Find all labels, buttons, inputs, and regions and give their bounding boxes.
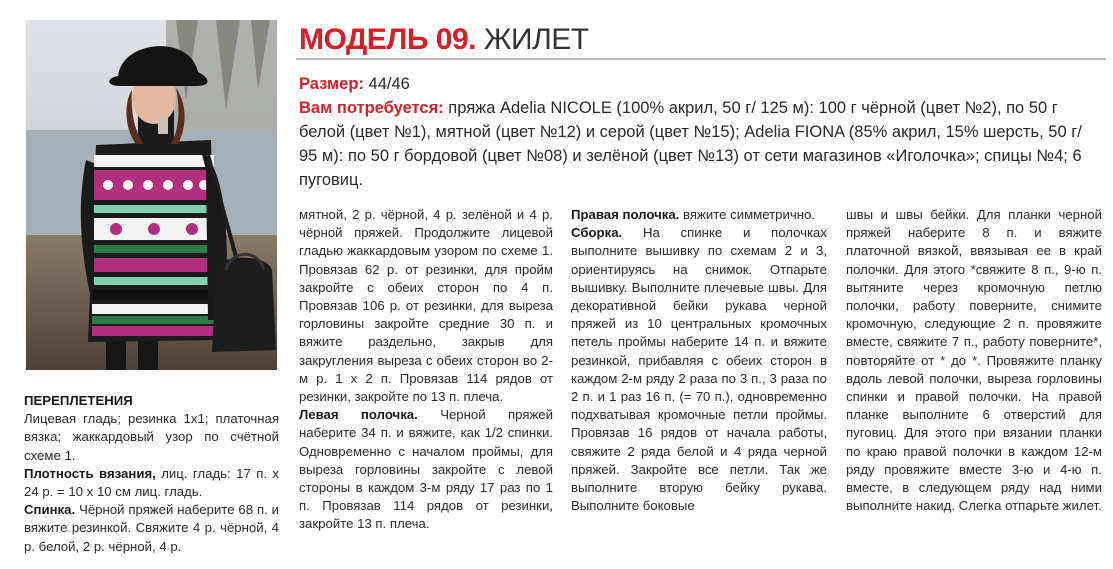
size-line (299, 72, 1099, 96)
assembly-label: Сборка. (571, 225, 623, 241)
size-label: Размер: (299, 75, 364, 93)
back-paragraph (24, 501, 279, 556)
back-label: Спинка. (24, 502, 76, 518)
stitches-heading: ПЕРЕПЛЕТЕНИЯ (24, 393, 133, 408)
text-column-3 (571, 206, 827, 515)
right-front-text: вяжите симметрично. (683, 207, 816, 222)
assembly-text: На спинке и полочках выполните вышивку по схемам 2 и 3, ориентируясь на снимок. Отпарьте вышивку. Выполните плечевые швы. Для декоративной бейки рукава черной пряжей из 10 центральных кромочных петель проймы наберите 14 п. и вяжите резинкой, прибавляя с обеих сторон в каждом 2-м ряду 2 раза по 3 п., 3 раза по 2 п. и 1 раз 16 п. (= 70 п.), одновременно подхватывая кромочные петли проймы. Провязав 16 рядов от начала работы, свяжите 2 ряда белой и 4 ряда черной пряжей. Закройте все петли. Так же выполните вторую бейку рукава. Выполните боковые (571, 225, 827, 514)
page-title (299, 24, 589, 56)
right-front-label: Правая полочка. (571, 207, 680, 222)
density-label: Плотность вязания, (24, 465, 156, 481)
stitches-text: Лицевая гладь; резинка 1х1; платочная вязка; жаккардовый узор по счётной схеме 1. (24, 411, 279, 463)
materials-label: Вам потребуется: (299, 99, 444, 117)
right-front-paragraph (571, 206, 827, 224)
materials-line (299, 96, 1099, 192)
back-continued: мятной, 2 р. чёрной, 4 р. зелёной и 4 р. чёрной пряжей. Продолжите лицевой гладью жаккардовым узором по схеме 1. Провязав 62 р. от резинки, для пройм закройте с обеих сторон по 4 п. Провязав 106 р. от резинки, для выреза горловины закройте средние 30 п. и вяжите раздельно, закрыв для закругления выреза с обеих сторон во 2-м р. 1 х 2 п. Провязав 114 рядов от резинки, закройте по 13 п. плеча. (299, 207, 553, 405)
model-name: ЖИЛЕТ (483, 23, 589, 56)
text-column-4 (846, 206, 1102, 515)
assembly-continued: швы и швы бейки. Для планки черной пряжей наберите 8 п. и вяжите платочной вязкой, ввязывая ее в край полочки. Для этого *свяжите 8 п., 9-ю п. вытяните через кромочную петлю полочки, работу поверните, снимите кромочную, следующие 2 п. провяжите вместе, свяжите 7 п., работу поверните*, повторяйте от * до *. Провяжите планку вдоль левой полочки, выреза горловины спинки и правой полочки. На правой планке выполните 6 отверстий для пуговиц. Для этого при вязании планки по краю правой полочки в каждом 12-м ряду провяжите вместе 3-ю и 4-ю п. вместе, в следующем ряду над ними выполните накид. Слегка отпарьте жилет. (846, 207, 1102, 514)
text-column-1 (24, 392, 279, 556)
back-text: Чёрной пряжей наберите 68 п. и вяжите резинкой. Свяжите 4 р. чёрной, 4 р. белой, 2 р. чёрной, 4 р. (24, 502, 280, 554)
assembly-paragraph (571, 224, 827, 515)
left-front-text: Черной пряжей наберите 34 п. и вяжите, как 1/2 спинки. Одновременно с началом проймы, для выреза горловины закройте с левой стороны в каждом 3-м ряду 17 раз по 1 п. Провязав 114 рядов от резинки, закройте 13 п. плеча. (299, 407, 553, 532)
photo-illustration (26, 20, 277, 370)
left-front-paragraph (299, 406, 553, 533)
density-paragraph (24, 465, 279, 501)
density-text: лиц. гладь: 17 п. х 24 р. = 10 х 10 см лиц. гладь. (24, 465, 280, 500)
title-bar (296, 20, 1106, 60)
materials-intro (299, 72, 1099, 192)
model-number: МОДЕЛЬ 09. (299, 23, 476, 56)
text-column-2 (299, 206, 553, 534)
size-value: 44/46 (368, 75, 410, 93)
materials-value: пряжа Adelia NICOLE (100% акрил, 50 г/ 125 м): 100 г чёрной (цвет №2), по 50 г белой (цвет №1), мятной (цвет №12) и серой (цвет №15); Adelia FIONA (85% акрил, 15% шерсть, 50 г/ 95 м): по 50 г бордовой (цвет №08) и зелёной (цвет №13) от сети магазинов «Иголочка»; спицы №4; 6 пуговиц. (299, 99, 1082, 189)
left-front-label: Левая полочка. (299, 407, 418, 423)
model-photo (26, 20, 277, 370)
